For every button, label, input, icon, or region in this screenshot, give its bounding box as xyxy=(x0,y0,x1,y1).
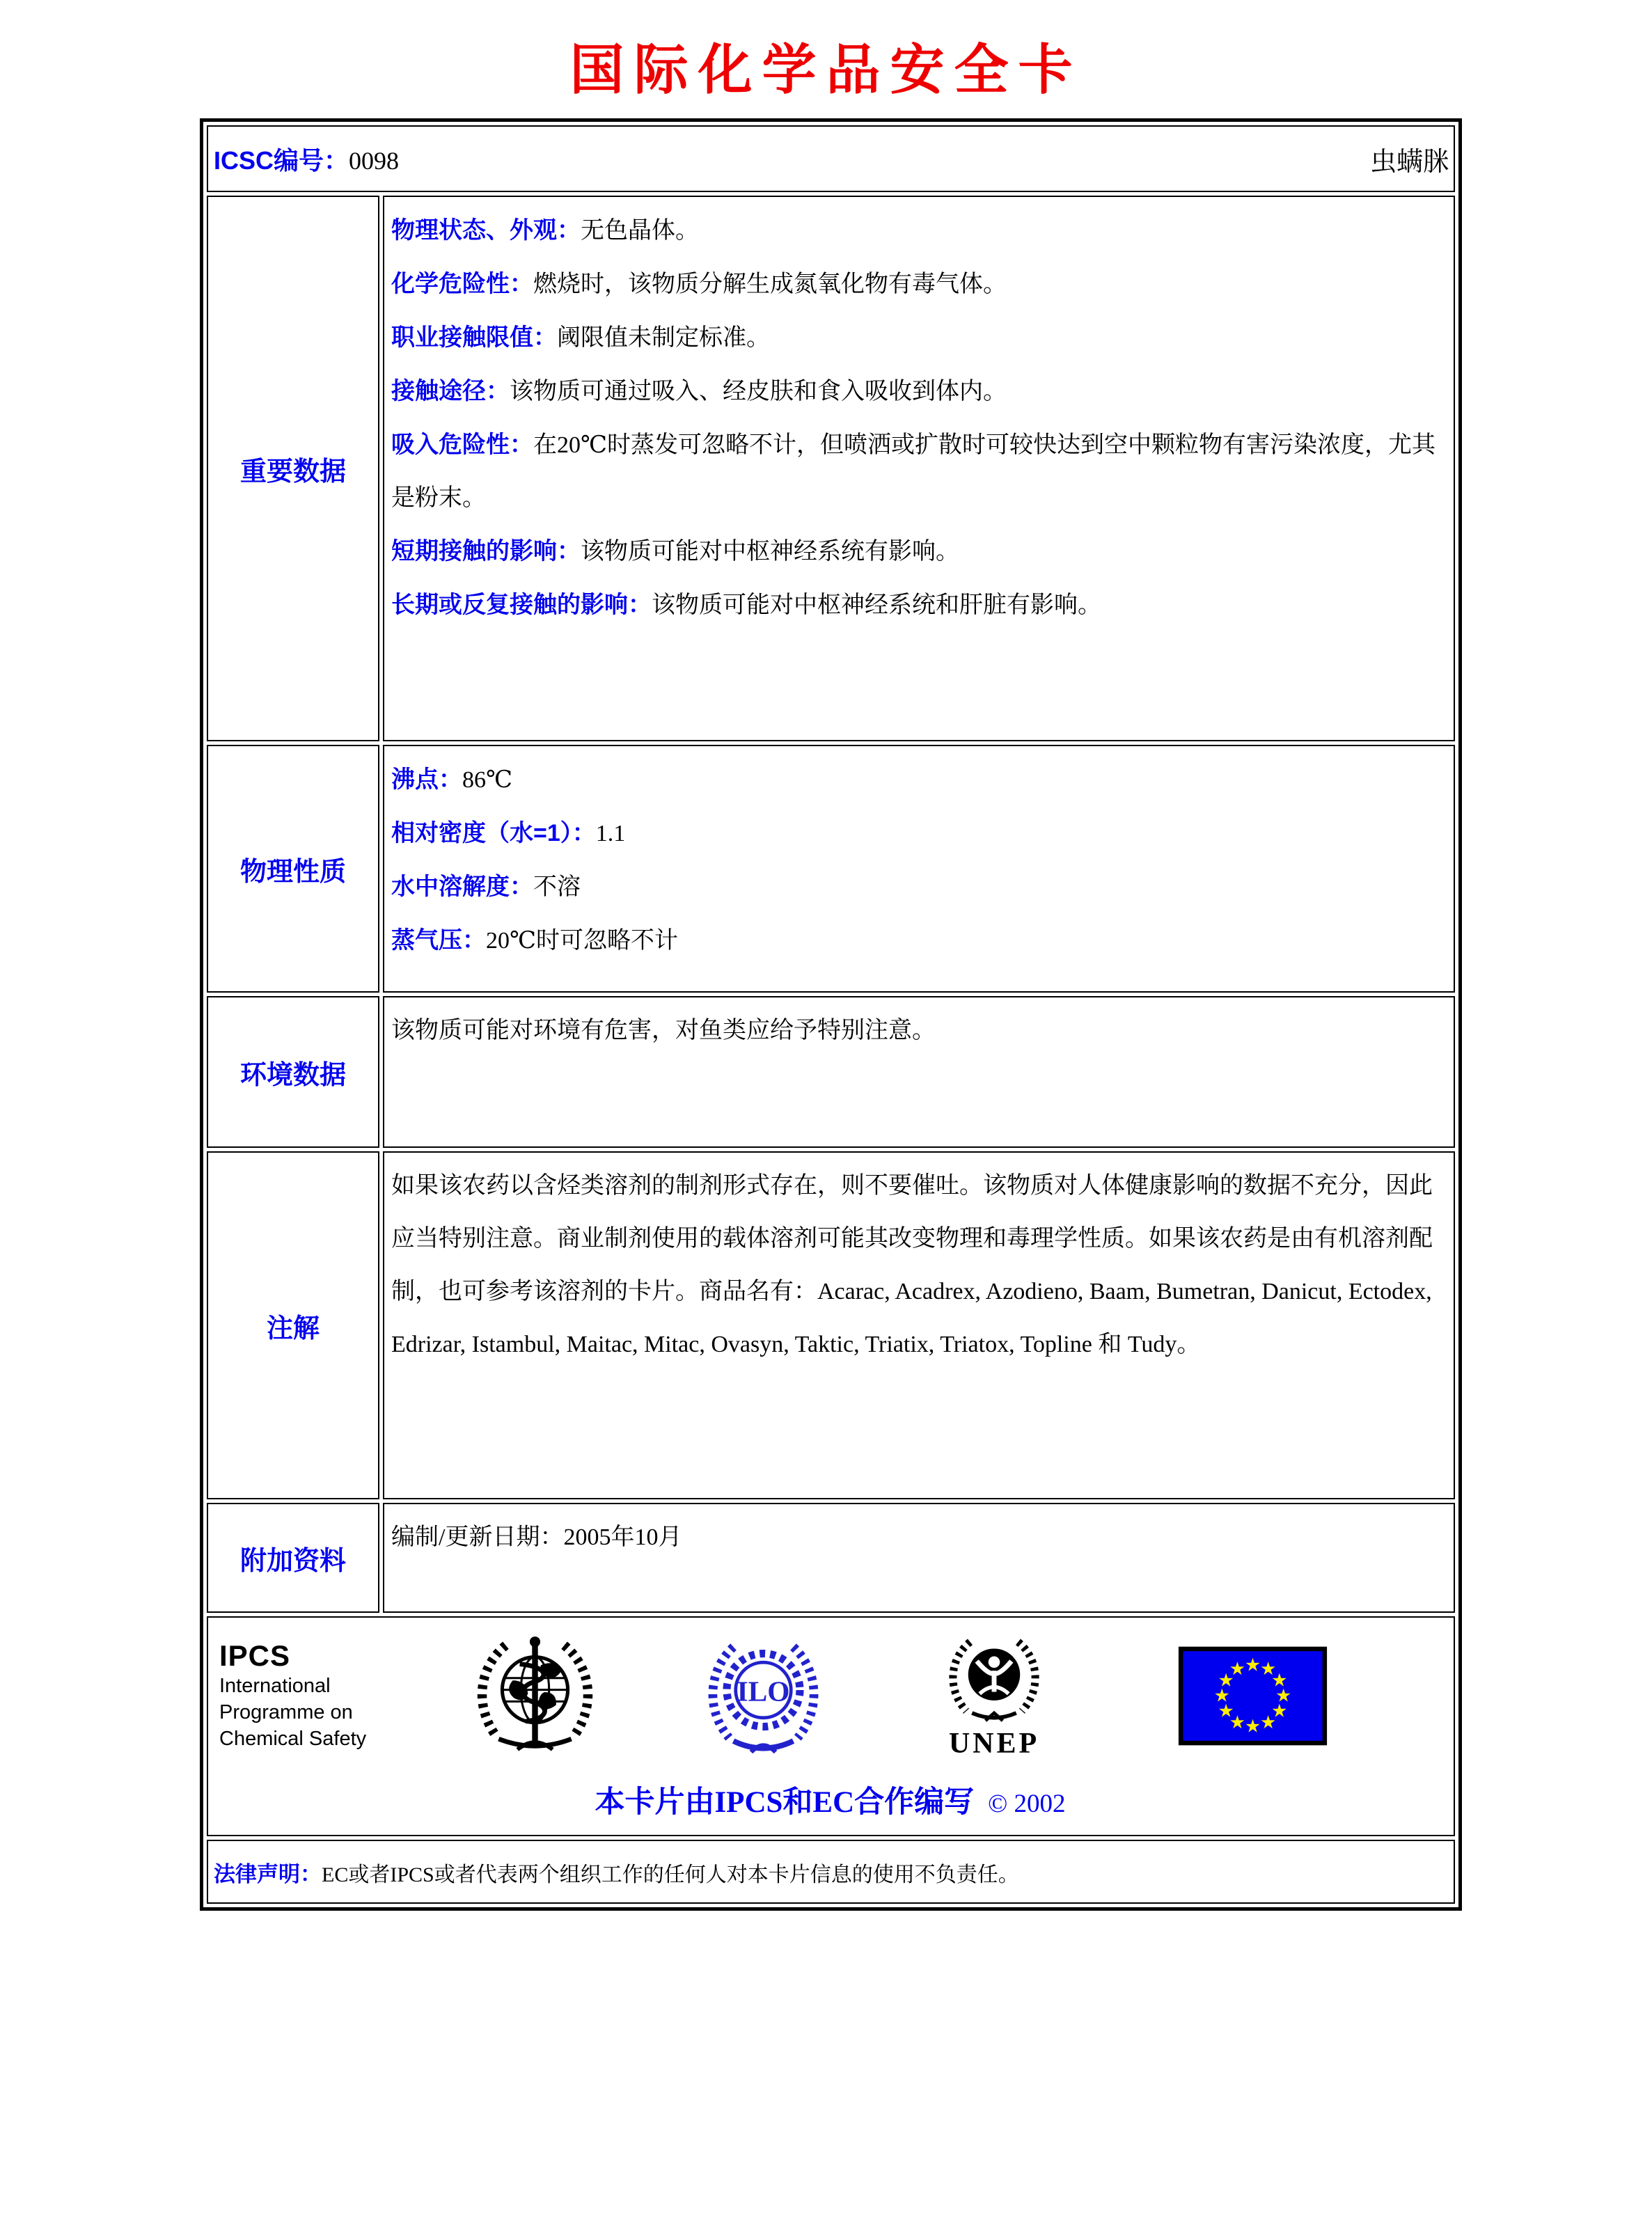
fact-label: 职业接触限值： xyxy=(391,324,557,351)
icsc-number-label: ICSC编号： xyxy=(214,145,349,175)
fact-label: 化学危险性： xyxy=(391,271,533,297)
copyright-text: © 2002 xyxy=(988,1790,1066,1818)
page-title: 国际化学品安全卡 xyxy=(569,40,1083,100)
fact-label: 相对密度（水=1）： xyxy=(391,820,596,846)
additional-info-content xyxy=(383,1503,1455,1613)
svg-text:★: ★ xyxy=(1229,1658,1246,1680)
notes-section-label: 注解 xyxy=(207,1151,379,1499)
fact-text: 1.1 xyxy=(595,821,626,846)
icsc-header-cell xyxy=(207,125,1455,192)
row-footer-logos xyxy=(207,1616,1455,1836)
fact-label: 吸入危险性： xyxy=(391,432,533,458)
notes-content xyxy=(383,1151,1455,1499)
header-row xyxy=(207,125,1455,192)
environmental-data-content xyxy=(383,996,1455,1148)
fact-text: 该物质可通过吸入、经皮肤和食入吸收到体内。 xyxy=(510,379,1007,404)
svg-text:★: ★ xyxy=(1275,1685,1292,1706)
svg-text:★: ★ xyxy=(1259,1712,1277,1733)
fact-label: 短期接触的影响： xyxy=(391,538,581,565)
update-date-line xyxy=(391,1511,1444,1564)
ilo-letters: ILO xyxy=(737,1675,790,1707)
ilo-emblem-icon xyxy=(702,1629,824,1762)
legal-notice-text: EC或者IPCS或者代表两个组织工作的任何人对本卡片信息的使用不负责任。 xyxy=(322,1863,1019,1886)
fact-line xyxy=(391,525,1444,578)
fact-text: 不溶 xyxy=(533,874,581,900)
svg-text:★: ★ xyxy=(1218,1669,1234,1691)
logos-row xyxy=(215,1629,1445,1762)
svg-text:★: ★ xyxy=(1218,1701,1234,1722)
fact-line xyxy=(391,860,1444,914)
row-legal-notice xyxy=(207,1840,1455,1904)
fact-label: 沸点： xyxy=(391,766,462,793)
fact-line xyxy=(391,311,1444,365)
svg-text:★: ★ xyxy=(1259,1658,1277,1680)
icsc-card-table xyxy=(200,118,1462,1911)
credit-text: 本卡片由IPCS和EC合作编写 xyxy=(595,1786,975,1819)
fact-text: 燃烧时，该物质分解生成氮氧化物有毒气体。 xyxy=(533,271,1007,297)
svg-text:★: ★ xyxy=(1213,1685,1230,1706)
icsc-number-group xyxy=(214,141,399,177)
fact-label: 长期或反复接触的影响： xyxy=(391,592,652,618)
fact-line xyxy=(391,914,1444,968)
icsc-number-value: 0098 xyxy=(349,146,400,175)
fact-label: 接触途径： xyxy=(391,378,510,404)
physical-properties-section-label: 物理性质 xyxy=(207,745,379,993)
fact-text: 阈限值未制定标准。 xyxy=(557,325,770,351)
notes-text: 如果该农药以含烃类溶剂的制剂形式存在，则不要催吐。该物质对人体健康影响的数据不充分，因此应当特别注意。商业制剂使用的载体溶剂可能其改变物理和毒理学性质。如果该农药是由有机溶剂配制，也可参考该溶剂的卡片。商品名有：Acarac, Acadrex, Azodieno, Baam, Bumetran, Danicut, Ectodex, Edrizar, Istambul, Maitac, Mitac, Ovasyn, Taktic, Triatix, Triatox, Topline 和 Tudy。 xyxy=(391,1173,1433,1357)
ipcs-text-block xyxy=(219,1639,411,1752)
svg-text:★: ★ xyxy=(1229,1712,1246,1733)
fact-line xyxy=(391,807,1444,860)
update-date-label: 编制/更新日期： xyxy=(391,1524,564,1550)
fact-text: 无色晶体。 xyxy=(581,218,699,244)
unep-label: UNEP xyxy=(948,1728,1040,1760)
fact-line xyxy=(391,204,1444,258)
row-environmental-data xyxy=(207,996,1455,1148)
important-data-content xyxy=(383,196,1455,741)
legal-notice-cell xyxy=(207,1840,1455,1904)
fact-line xyxy=(391,578,1444,632)
credit-line xyxy=(215,1778,1445,1821)
svg-text:★: ★ xyxy=(1244,1716,1261,1737)
fact-text: 在20℃时蒸发可忽略不计，但喷洒或扩散时可较快达到空中颗粒物有害污染浓度，尤其是粉末。 xyxy=(391,432,1436,511)
fact-text: 86℃ xyxy=(462,767,513,793)
ipcs-acronym: IPCS xyxy=(219,1639,291,1672)
fact-text: 20℃时可忽略不计 xyxy=(486,928,679,954)
chemical-name: 虫螨脒 xyxy=(1369,147,1449,177)
unep-logo-block xyxy=(934,1632,1054,1759)
ipcs-full-name-line: International xyxy=(219,1675,331,1697)
update-date-value: 2005年10月 xyxy=(563,1524,682,1550)
row-important-data xyxy=(207,196,1455,741)
additional-info-section-label: 附加资料 xyxy=(207,1503,379,1613)
environment-text: 该物质可能对环境有危害，对鱼类应给予特别注意。 xyxy=(391,1018,936,1043)
row-additional-info xyxy=(207,1503,1455,1613)
fact-label: 物理状态、外观： xyxy=(391,217,581,244)
fact-text: 该物质可能对中枢神经系统有影响。 xyxy=(581,539,959,565)
svg-text:★: ★ xyxy=(1244,1654,1261,1675)
fact-line xyxy=(391,418,1444,525)
footer-logos-cell xyxy=(207,1616,1455,1836)
eu-flag-icon xyxy=(1178,1646,1328,1746)
svg-text:★: ★ xyxy=(1271,1669,1288,1691)
ipcs-full-name-line: Chemical Safety xyxy=(219,1728,367,1750)
who-emblem-icon xyxy=(471,1629,599,1762)
fact-line xyxy=(391,753,1444,807)
important-data-section-label: 重要数据 xyxy=(207,196,379,741)
unep-emblem-icon xyxy=(938,1632,1050,1728)
fact-label: 蒸气压： xyxy=(391,927,486,954)
legal-notice-label: 法律声明： xyxy=(214,1861,322,1886)
fact-text: 该物质可能对中枢神经系统和肝脏有影响。 xyxy=(652,592,1101,618)
svg-text:★: ★ xyxy=(1271,1701,1288,1722)
ipcs-full-name-line: Programme on xyxy=(219,1701,353,1723)
fact-label: 水中溶解度： xyxy=(391,874,533,900)
environmental-data-section-label: 环境数据 xyxy=(207,996,379,1148)
fact-line xyxy=(391,258,1444,311)
fact-line xyxy=(391,365,1444,418)
physical-properties-content xyxy=(383,745,1455,993)
row-physical-properties xyxy=(207,745,1455,993)
row-notes xyxy=(207,1151,1455,1499)
